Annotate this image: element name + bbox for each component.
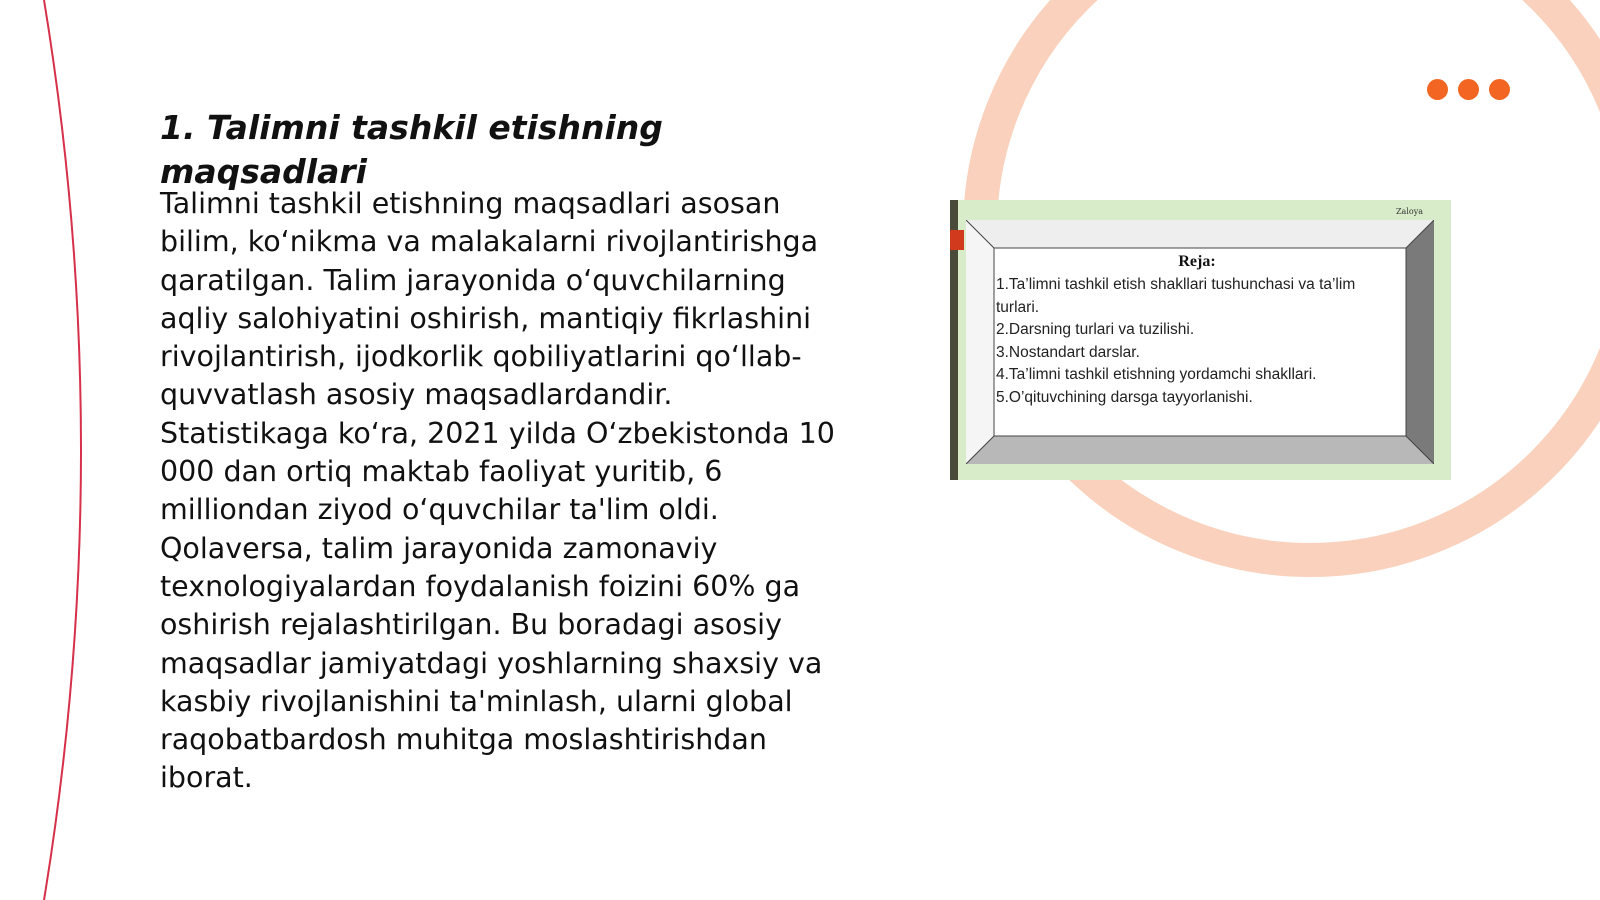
reja-item: 4.Ta’limni tashkil etishning yordamchi shakllari.: [996, 366, 1317, 383]
dot: [1489, 79, 1510, 100]
reja-heading: Reja:: [1178, 253, 1216, 270]
reja-item: 1.Ta’limni tashkil etish shakllari tushunchasi va ta’lim turlari.: [996, 276, 1356, 316]
reja-image: [950, 200, 1451, 480]
image-red-mark: [950, 230, 964, 250]
reja-item: 3.Nostandart darslar.: [996, 343, 1140, 361]
slide-body-text: Talimni tashkil etishning maqsadlari asosan bilim, ko‘nikma va malakalarni rivojlantirishga qaratilgan. Talim jarayonida o‘quvchilarning aqliy salohiyatini oshirish, mantiqiy fikrlashini rivojlantirish, ijodkorlik qobiliyatlarini qo‘llab-quvvatlash asosiy maqsadlardandir. Statistikaga ko‘ra, 2021 yilda O‘zbekistonda 10 000 dan ortiq maktab faoliyat yuritib, 6 milliondan ziyod o‘quvchilar ta'lim oldi. Qolaversa, talim jarayonida zamonaviy texnologiyalardan foydalanish foizini 60% ga oshirish rejalashtirilgan. Bu boradagi asosiy maqsadlar jamiyatdagi yoshlarning shaxsiy va kasbiy rivojlanishini ta'minlash, ularni global raqobatbardosh muhitga moslashtirishdan iborat.: [160, 187, 835, 795]
slide-title: 1. Talimni tashkil etishning maqsadlari: [160, 108, 663, 191]
reja-item: 2.Darsning turlari va tuzilishi.: [996, 321, 1195, 338]
reja-content: [996, 252, 1398, 422]
dot: [1427, 79, 1448, 100]
dot: [1458, 79, 1479, 100]
three-dots-icon[interactable]: [1427, 79, 1510, 100]
reja-item: 5.O’qituvchining darsga tayyorlanishi.: [996, 388, 1253, 406]
left-accent-line: [44, 0, 81, 900]
image-corner-label: Zaloya: [1396, 207, 1423, 216]
